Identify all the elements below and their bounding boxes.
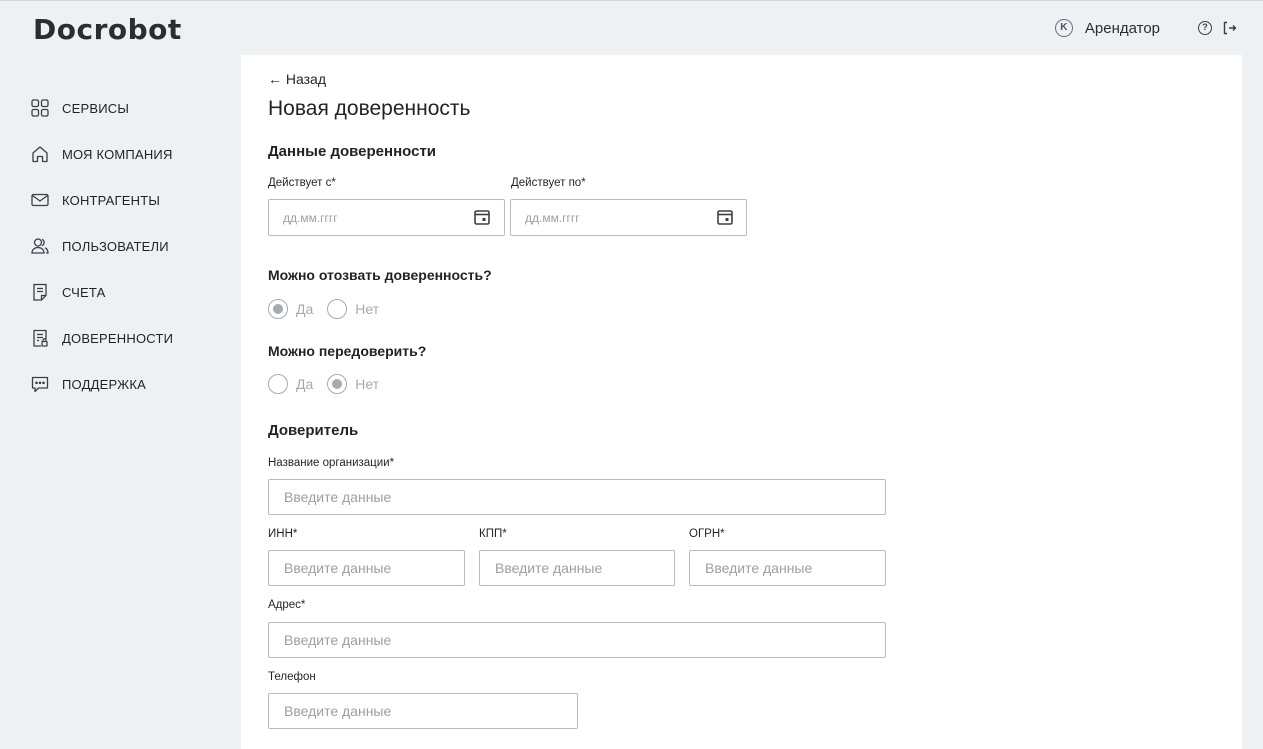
inn-label: ИНН* [268,528,298,540]
calendar-icon[interactable] [716,208,734,226]
logout-icon[interactable] [1221,20,1237,36]
sidebar [30,85,173,407]
sidebar-item-counterparties[interactable] [30,177,173,223]
redelegate-no-label[interactable]: Нет [355,376,380,392]
users-icon [30,236,50,256]
page-title: Новая доверенность [268,97,471,120]
chat-icon [30,374,50,394]
sidebar-item-label: ПОДДЕРЖКА [62,376,147,392]
header-actions [1055,19,1237,37]
home-icon [30,144,50,164]
revocable-radio-group [268,299,393,319]
role-icon: K [1055,19,1073,37]
sidebar-item-label: КОНТРАГЕНТЫ [62,192,161,208]
grid-icon [30,98,50,118]
redelegate-question: Можно передоверить? [268,343,427,359]
revocable-no-label[interactable]: Нет [355,301,380,317]
redelegate-yes-label[interactable]: Да [296,376,314,392]
help-icon[interactable]: ? [1198,21,1212,35]
revocable-no-radio[interactable] [327,299,347,319]
sidebar-item-label: СЕРВИСЫ [62,100,130,116]
sidebar-item-support[interactable] [30,361,173,407]
kpp-label: КПП* [479,528,507,540]
sidebar-item-label: СЧЕТА [62,284,106,300]
top-bar [0,0,1263,55]
redelegate-radio-group [268,374,393,394]
sidebar-item-label: МОЯ КОМПАНИЯ [62,146,173,162]
phone-input[interactable] [268,693,578,729]
document-icon [30,282,50,302]
ogrn-input[interactable] [689,550,886,586]
radio-selected-dot [273,304,283,314]
valid-from-label: Действует с* [268,177,336,189]
mail-icon [30,190,50,210]
radio-selected-dot [332,379,342,389]
section-title-principal: Доверитель [268,422,359,439]
phone-label: Телефон [268,671,316,683]
org-name-input[interactable] [268,479,886,515]
sidebar-item-label: ПОЛЬЗОВАТЕЛИ [62,238,169,254]
role-switcher[interactable]: Арендатор [1084,19,1160,37]
redelegate-yes-radio[interactable] [268,374,288,394]
logo[interactable]: Docrobot [33,13,182,46]
sidebar-item-users[interactable] [30,223,173,269]
revocable-yes-radio[interactable] [268,299,288,319]
valid-to-label: Действует по* [511,177,586,189]
ogrn-label: ОГРН* [689,528,725,540]
sidebar-item-label: ДОВЕРЕННОСТИ [62,330,174,346]
section-title-poa-data: Данные доверенности [268,143,437,160]
revocable-yes-label[interactable]: Да [296,301,314,317]
address-input[interactable] [268,622,886,658]
calendar-icon[interactable] [473,208,491,226]
valid-from-input[interactable] [268,199,505,236]
org-name-label: Название организации* [268,457,395,469]
address-label: Адрес* [268,599,306,611]
document-lock-icon [30,328,50,348]
kpp-input[interactable] [479,550,675,586]
sidebar-item-invoices[interactable] [30,269,173,315]
redelegate-no-radio[interactable] [327,374,347,394]
main-content [241,55,1242,749]
inn-input[interactable] [268,550,465,586]
revocable-question: Можно отозвать доверенность? [268,267,492,283]
sidebar-item-services[interactable] [30,85,173,131]
back-link[interactable]: ← Назад [268,71,327,87]
sidebar-item-my-company[interactable] [30,131,173,177]
sidebar-item-powers-of-attorney[interactable] [30,315,173,361]
valid-to-input[interactable] [510,199,747,236]
